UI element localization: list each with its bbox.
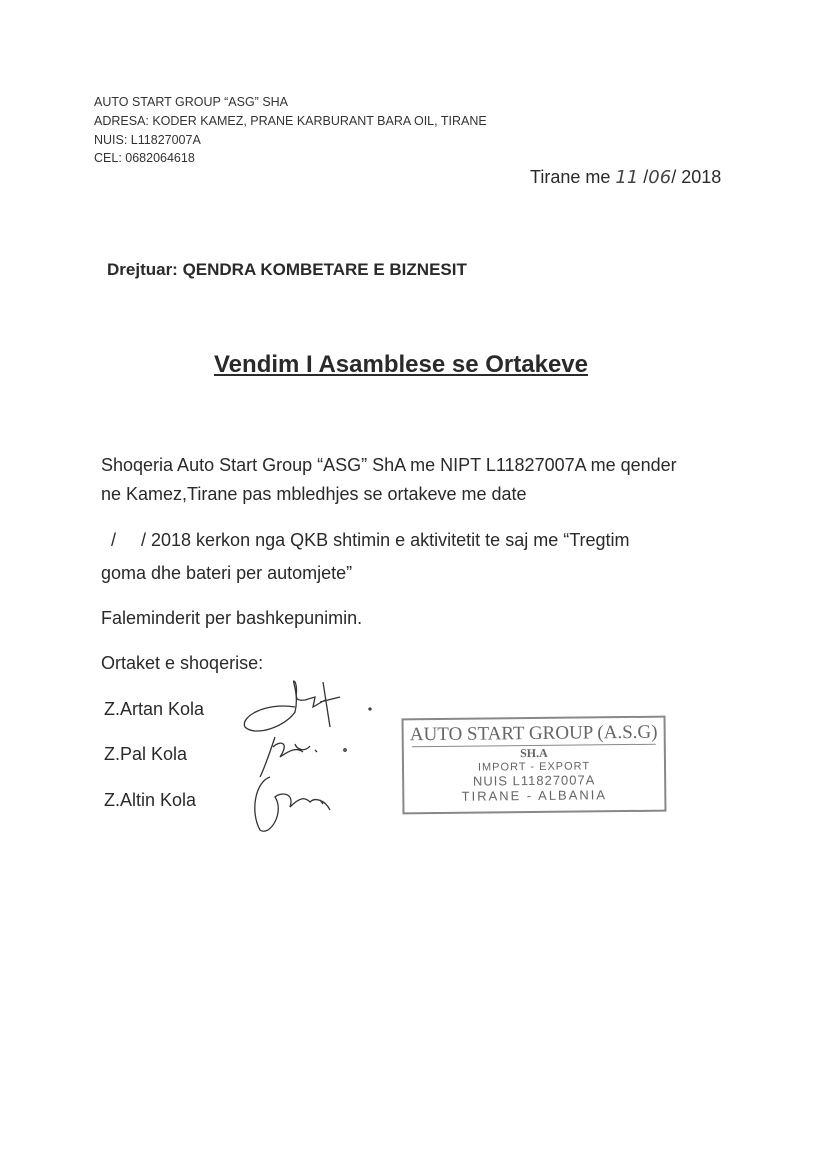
body-paragraph-1-line-1: Shoqeria Auto Start Group “ASG” ShA me NIPT L11827007A me qender	[101, 455, 677, 475]
date-year: 2018	[681, 167, 722, 187]
body-paragraph-1-line-2: ne Kamez,Tirane pas mbledhjes se ortakeve me date	[101, 484, 527, 504]
thanks-line: Faleminderit per bashkepunimin.	[101, 608, 363, 628]
company-address: ADRESA: KODER KAMEZ, PRANE KARBURANT BARA OIL, TIRANE	[94, 114, 487, 128]
stamp-line: NUIS L11827007A	[472, 772, 596, 789]
document-date: Tirane me 11 /06/ 2018	[530, 167, 722, 188]
partners-label: Ortaket e shoqerise:	[101, 653, 264, 673]
body-paragraph-2-line-1: / / 2018 kerkon nga QKB shtimin e aktivitetit te saj me “Tregtim	[101, 530, 630, 550]
stamp-line: TIRANE - ALBANIA	[461, 787, 608, 804]
body-paragraph-2-line-2: goma dhe bateri per automjete”	[101, 563, 353, 583]
stamp-line: SH.A	[412, 744, 656, 763]
partner-name: Z.Artan Kola	[104, 699, 205, 719]
date-prefix: Tirane me	[530, 167, 611, 187]
stamp-line: AUTO START GROUP (A.S.G)	[409, 721, 658, 746]
date-day: 11	[615, 167, 639, 188]
signatures-image	[235, 672, 385, 842]
company-stamp	[402, 716, 667, 815]
stamp-line: IMPORT - EXPORT	[477, 760, 591, 774]
page-title: Vendim I Asamblese se Ortakeve	[214, 351, 588, 378]
company-phone: CEL: 0682064618	[94, 151, 195, 165]
partner-name: Z.Altin Kola	[104, 790, 197, 810]
company-name: AUTO START GROUP “ASG” SHA	[94, 95, 289, 109]
partner-name: Z.Pal Kola	[104, 744, 188, 764]
addressee: Drejtuar: QENDRA KOMBETARE E BIZNESIT	[107, 260, 467, 279]
date-month: 06	[648, 167, 672, 188]
company-nuis: NUIS: L11827007A	[94, 133, 201, 147]
